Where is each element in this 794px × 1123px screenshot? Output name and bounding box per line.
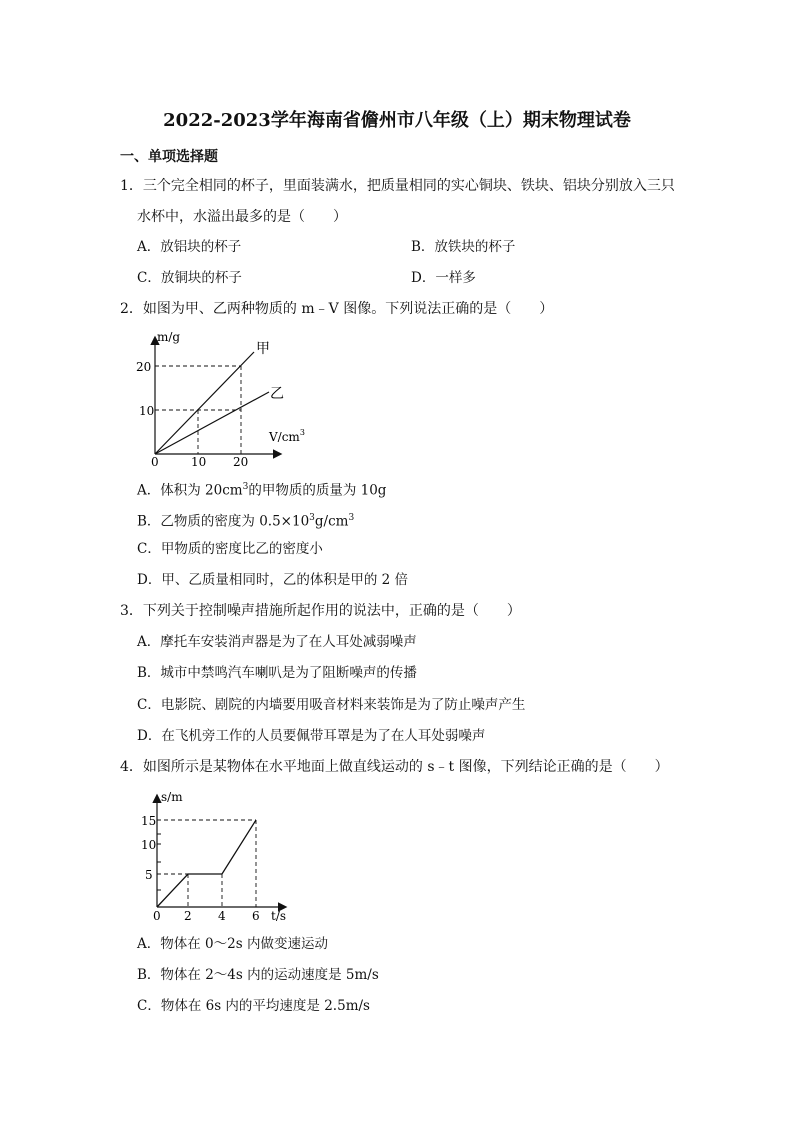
q2-y-tick-10: 10 — [139, 404, 155, 418]
q4-x-tick-4: 4 — [218, 909, 226, 923]
q4-x-label: t/s — [271, 909, 287, 923]
q3-option-c: C．电影院、剧院的内墙要用吸音材料来装饰是为了防止噪声产生 — [137, 697, 526, 713]
q4-y-tick-5: 5 — [145, 868, 153, 882]
q1-stem-line1: 1．三个完全相同的杯子，里面装满水，把质量相同的实心铜块、铁块、铝块分别放入三只 — [120, 178, 675, 194]
q4-option-c: C．物体在 6s 内的平均速度是 2.5m/s — [137, 998, 370, 1014]
q1-option-a: A．放铝块的杯子 — [137, 239, 242, 255]
q2-label-jia: 甲 — [256, 341, 270, 357]
q2-stem: 2．如图为甲、乙两种物质的 m﹣V 图像。下列说法正确的是（ ） — [120, 301, 554, 317]
page-title: 2022-2023学年海南省儋州市八年级（上）期末物理试卷 — [163, 110, 631, 131]
q1-stem-line2: 水杯中，水溢出最多的是（ ） — [137, 209, 347, 225]
q2-mv-graph — [130, 328, 305, 469]
q4-origin-label: 0 — [153, 909, 161, 923]
q4-x-tick-2: 2 — [184, 909, 192, 923]
q2-x-tick-20: 20 — [233, 455, 249, 469]
q1-option-b: B．放铁块的杯子 — [411, 239, 516, 255]
q3-option-d: D．在飞机旁工作的人员要佩带耳罩是为了在人耳处弱噪声 — [137, 728, 486, 744]
q4-y-tick-15: 15 — [141, 814, 157, 828]
q2-y-tick-20: 20 — [136, 360, 152, 374]
q4-motion-line — [157, 820, 256, 907]
q4-stem: 4．如图所示是某物体在水平地面上做直线运动的 s﹣t 图像，下列结论正确的是（ ） — [120, 759, 669, 775]
q4-st-graph — [140, 786, 300, 926]
q2-option-c: C．甲物质的密度比乙的密度小 — [137, 541, 323, 557]
q2-y-label: m/g — [157, 330, 181, 344]
q2-origin-label: 0 — [151, 455, 159, 469]
q2-option-b: B．乙物质的密度为 $0.5\times 10^3g/cm^3$ — [137, 513, 355, 530]
q3-stem: 3．下列关于控制噪声措施所起作用的说法中，正确的是（ ） — [120, 603, 521, 619]
q3-option-a: A．摩托车安装消声器是为了在人耳处减弱噪声 — [137, 634, 417, 650]
q1-option-c: C．放铜块的杯子 — [137, 270, 242, 286]
q2-option-a: A．体积为 $20cm^3$的甲物质的质量为 10g — [137, 482, 387, 499]
q1-option-d: D．一样多 — [411, 270, 476, 286]
section-title: 一、单项选择题 — [120, 149, 218, 165]
q2-label-yi: 乙 — [270, 386, 284, 402]
q2-x-tick-10: 10 — [191, 455, 207, 469]
q4-y-label: s/m — [161, 790, 183, 804]
q4-y-tick-10: 10 — [141, 838, 157, 852]
q2-line-jia — [155, 352, 254, 454]
q2-option-d: D．甲、乙质量相同时，乙的体积是甲的 2 倍 — [137, 572, 408, 588]
q3-option-b: B．城市中禁鸣汽车喇叭是为了阻断噪声的传播 — [137, 665, 417, 681]
q2-line-yi — [155, 392, 269, 454]
q4-x-tick-6: 6 — [252, 909, 260, 923]
q4-option-b: B．物体在 2～4s 内的运动速度是 5m/s — [137, 967, 379, 983]
q4-option-a: A．物体在 0～2s 内做变速运动 — [137, 936, 328, 952]
q2-x-label: $V/cm^3$ — [269, 428, 305, 444]
